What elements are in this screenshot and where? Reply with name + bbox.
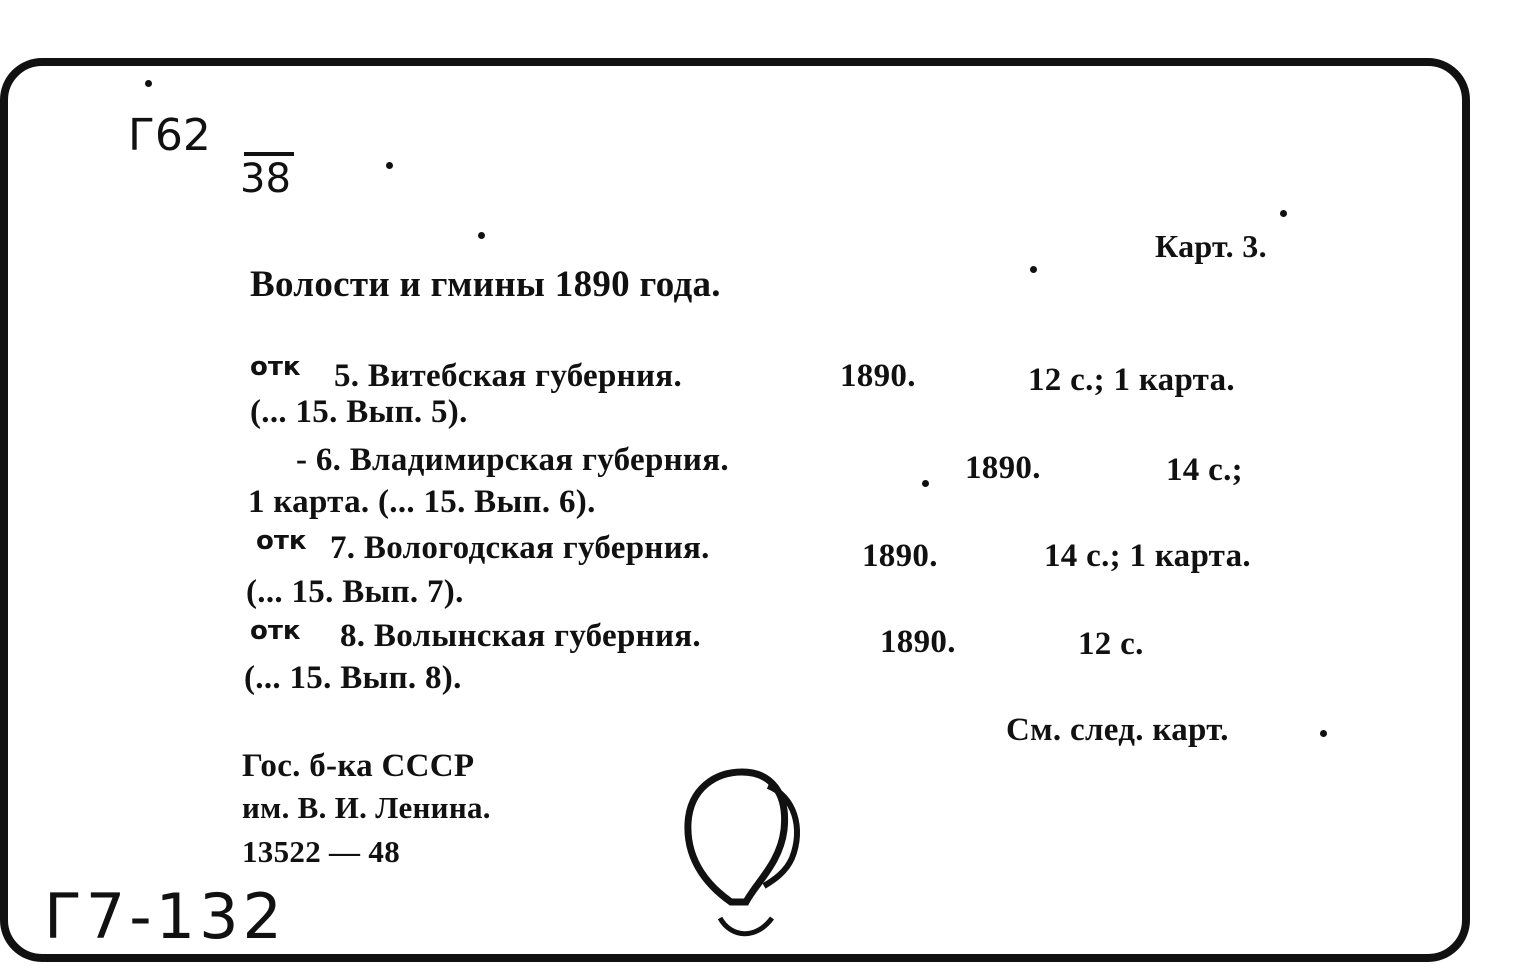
entry-mark: отк — [250, 352, 301, 382]
entry-mark: отк — [256, 526, 307, 556]
entry-extent: 14 с.; 1 карта. — [1044, 538, 1251, 574]
entry-year: 1890. — [862, 538, 938, 574]
entry-extent: 12 с. — [1078, 626, 1144, 662]
scan-speck — [1280, 210, 1287, 217]
library-imprint-line2: им. В. И. Ленина. — [242, 790, 491, 825]
entry-label: 7. Вологодская губерния. — [330, 530, 710, 566]
entry-extent: 14 с.; — [1166, 452, 1243, 488]
entry-year: 1890. — [965, 450, 1041, 486]
scan-speck — [1030, 266, 1037, 273]
entry-series: (... 15. Вып. 5). — [250, 394, 468, 430]
scan-speck — [145, 80, 152, 87]
entry-year: 1890. — [840, 358, 916, 394]
punch-hole-mark — [676, 768, 816, 948]
library-imprint-line1: Гос. б-ка СССР — [242, 748, 475, 784]
scan-speck — [478, 232, 485, 239]
handwritten-shelf-number: 38 — [240, 156, 291, 202]
card-number-label: Карт. 3. — [1155, 228, 1267, 264]
entry-year: 1890. — [880, 624, 956, 660]
entry-label: - 6. Владимирская губерния. — [296, 442, 729, 478]
library-imprint-line3: 13522 — 48 — [242, 834, 400, 869]
scan-speck — [386, 162, 393, 169]
entry-label: 8. Волынская губерния. — [340, 618, 701, 654]
entry-series: (... 15. Вып. 7). — [246, 574, 464, 610]
see-next-card-note: См. след. карт. — [1006, 712, 1229, 748]
entry-mark: отк — [250, 616, 301, 646]
handwritten-shelf-code: Г62 — [128, 110, 211, 161]
scan-speck — [922, 480, 929, 487]
entry-series: (... 15. Вып. 8). — [244, 660, 462, 696]
handwritten-bottom-code: Г7-132 — [44, 880, 286, 953]
scan-speck — [1320, 730, 1327, 737]
card-title: Волости и гмины 1890 года. — [250, 264, 721, 305]
entry-label: 5. Витебская губерния. — [334, 358, 682, 394]
entry-series: 1 карта. (... 15. Вып. 6). — [248, 484, 596, 520]
entry-extent: 12 с.; 1 карта. — [1028, 362, 1235, 398]
